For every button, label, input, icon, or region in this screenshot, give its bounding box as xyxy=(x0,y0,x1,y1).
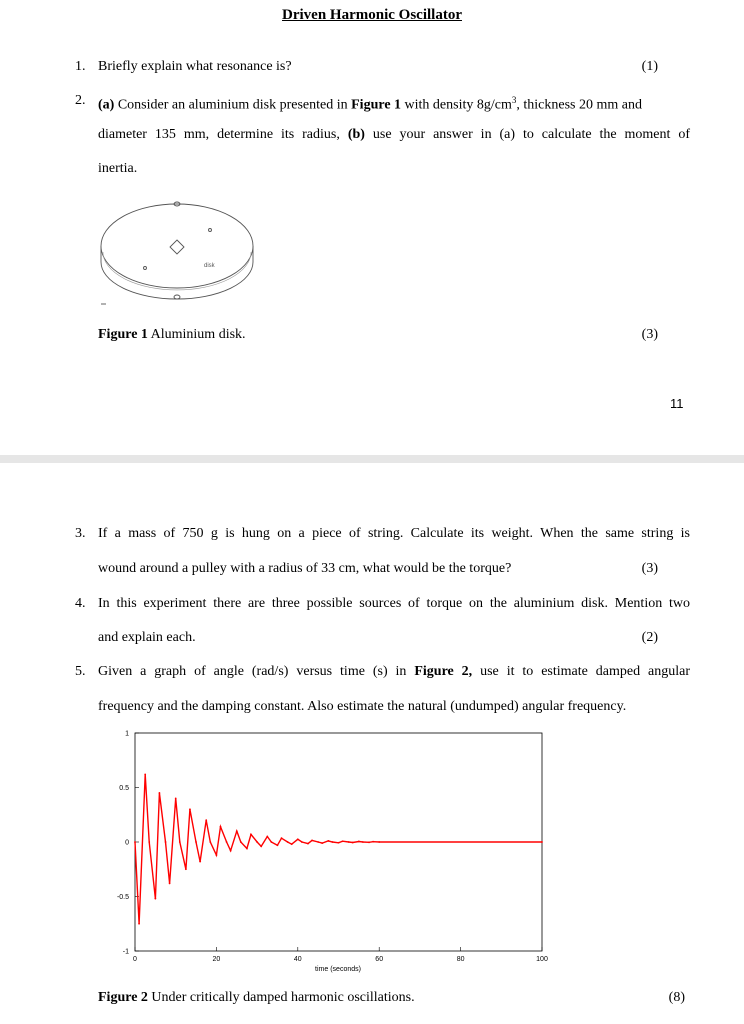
data-point xyxy=(195,841,197,843)
data-point xyxy=(338,842,340,844)
data-point xyxy=(256,841,258,843)
data-point xyxy=(297,838,299,840)
q3-number: 3. xyxy=(75,526,86,541)
data-point xyxy=(216,854,218,856)
q1-number: 1. xyxy=(75,59,86,74)
data-point xyxy=(541,841,543,843)
x-tick-label: 40 xyxy=(293,956,302,963)
data-point xyxy=(372,841,374,843)
data-point xyxy=(291,843,293,845)
data-point xyxy=(307,843,309,845)
q1-marks: (1) xyxy=(641,59,658,74)
q5-number: 5. xyxy=(75,664,86,679)
data-point xyxy=(138,923,140,925)
data-point xyxy=(169,883,171,885)
figure2-caption xyxy=(98,989,415,1006)
data-point xyxy=(220,826,222,828)
figure1-caption xyxy=(98,326,246,343)
q2-line2-b: use your answer in (a) to calculate the moment of xyxy=(372,127,691,142)
y-tick-label: 0 xyxy=(125,839,129,847)
q3-line2: wound around a pulley with a radius of 33 cm, what would be the torque? xyxy=(98,561,512,576)
q2-line1-a: Consider an aluminium disk presented in xyxy=(117,97,348,113)
data-point xyxy=(287,841,289,843)
figure1-caption-text: Aluminium disk. xyxy=(150,327,246,342)
data-point xyxy=(331,841,333,843)
figure2-caption-text: Under critically damped harmonic oscillations. xyxy=(151,990,415,1005)
data-point xyxy=(277,844,279,846)
q2-line3: inertia. xyxy=(98,161,138,176)
data-point xyxy=(189,808,191,810)
x-tick-label: 60 xyxy=(375,956,384,963)
q5-line1-a: Given a graph of angle (rad/s) versus time (s) in xyxy=(98,664,407,679)
y-tick-label: 0.5 xyxy=(119,785,129,792)
q2-line1-c: , thickness 20 mm and xyxy=(516,97,642,113)
x-tick-label: 100 xyxy=(536,956,548,963)
q2-line2-a: diameter 135 mm, determine its radius, xyxy=(98,127,340,142)
x-tick-label: 0 xyxy=(133,956,137,963)
data-point xyxy=(205,819,207,821)
data-point xyxy=(154,898,156,900)
q4-line2: and explain each. xyxy=(98,630,196,645)
data-point xyxy=(352,842,354,844)
data-point xyxy=(321,842,323,844)
figure1-label: Figure 1 xyxy=(98,327,148,342)
data-point xyxy=(342,840,344,842)
q5-line1-b: use it to estimate damped angular xyxy=(480,664,690,679)
q3-marks: (3) xyxy=(641,561,658,576)
data-point xyxy=(230,850,232,852)
data-point xyxy=(311,839,313,841)
data-point xyxy=(134,841,136,843)
q2-figure-ref: Figure 1 xyxy=(351,97,402,113)
disk-top-face xyxy=(101,204,253,288)
data-point xyxy=(378,841,380,843)
q4-line1: In this experiment there are three possible sources of torque on the aluminium disk. Mention two xyxy=(98,596,690,611)
data-point xyxy=(317,841,319,843)
data-point xyxy=(266,836,268,838)
data-point xyxy=(281,837,283,839)
data-point xyxy=(185,868,187,870)
page-separator xyxy=(0,455,744,463)
y-tick-label: 1 xyxy=(125,730,129,738)
q2-number: 2. xyxy=(75,93,86,108)
x-tick-label: 80 xyxy=(456,956,465,963)
data-point xyxy=(362,841,364,843)
data-point xyxy=(165,841,167,843)
figure2-label: Figure 2 xyxy=(98,990,148,1005)
y-tick-label: -0.5 xyxy=(116,894,129,901)
data-point xyxy=(148,841,150,843)
x-tick-label: 20 xyxy=(212,956,221,963)
q2-part-b-label: (b) xyxy=(347,127,365,142)
q4-marks: (2) xyxy=(641,630,658,645)
data-point xyxy=(250,833,252,835)
q5-line1 xyxy=(98,663,690,680)
data-point xyxy=(327,840,329,842)
q2-superscript: 3 xyxy=(511,95,517,105)
data-point xyxy=(246,848,248,850)
q1-text: Briefly explain what resonance is? xyxy=(98,59,292,74)
data-point xyxy=(240,841,242,843)
x-axis-label: time (seconds) xyxy=(315,966,361,973)
angle-series-line xyxy=(135,774,542,923)
q2-line1 xyxy=(98,92,690,114)
data-point xyxy=(270,841,272,843)
data-point xyxy=(260,845,262,847)
data-point xyxy=(348,841,350,843)
y-tick-label: -1 xyxy=(122,948,129,956)
data-point xyxy=(144,774,146,776)
q5-marks: (8) xyxy=(668,990,685,1005)
data-point xyxy=(209,841,211,843)
page-title: Driven Harmonic Oscillator xyxy=(282,7,462,23)
data-point xyxy=(358,841,360,843)
data-point xyxy=(368,841,370,843)
data-point xyxy=(159,792,161,794)
q5-figure-ref: Figure 2, xyxy=(414,664,473,679)
q4-number: 4. xyxy=(75,596,86,611)
q2-line1-b: with density 8g/cm xyxy=(404,97,512,113)
data-point xyxy=(301,841,303,843)
data-point xyxy=(236,830,238,832)
q2-line2 xyxy=(98,126,690,143)
q5-line2: frequency and the damping constant. Also estimate the natural (undumped) angular frequency. xyxy=(98,699,627,714)
data-point xyxy=(179,841,181,843)
disk-bottom-hole xyxy=(174,295,180,299)
q2-marks: (3) xyxy=(641,327,658,342)
q2-part-a-label: (a) xyxy=(98,97,115,113)
page-number: 11 xyxy=(670,396,684,411)
damped-oscillation-chart xyxy=(100,728,550,978)
disk-label: disk xyxy=(204,263,215,269)
data-point xyxy=(175,798,177,800)
data-point xyxy=(199,861,201,863)
data-point xyxy=(226,841,228,843)
q3-line1: If a mass of 750 g is hung on a piece of string. Calculate its weight. When the same string is xyxy=(98,526,690,541)
aluminium-disk-figure xyxy=(95,196,260,314)
